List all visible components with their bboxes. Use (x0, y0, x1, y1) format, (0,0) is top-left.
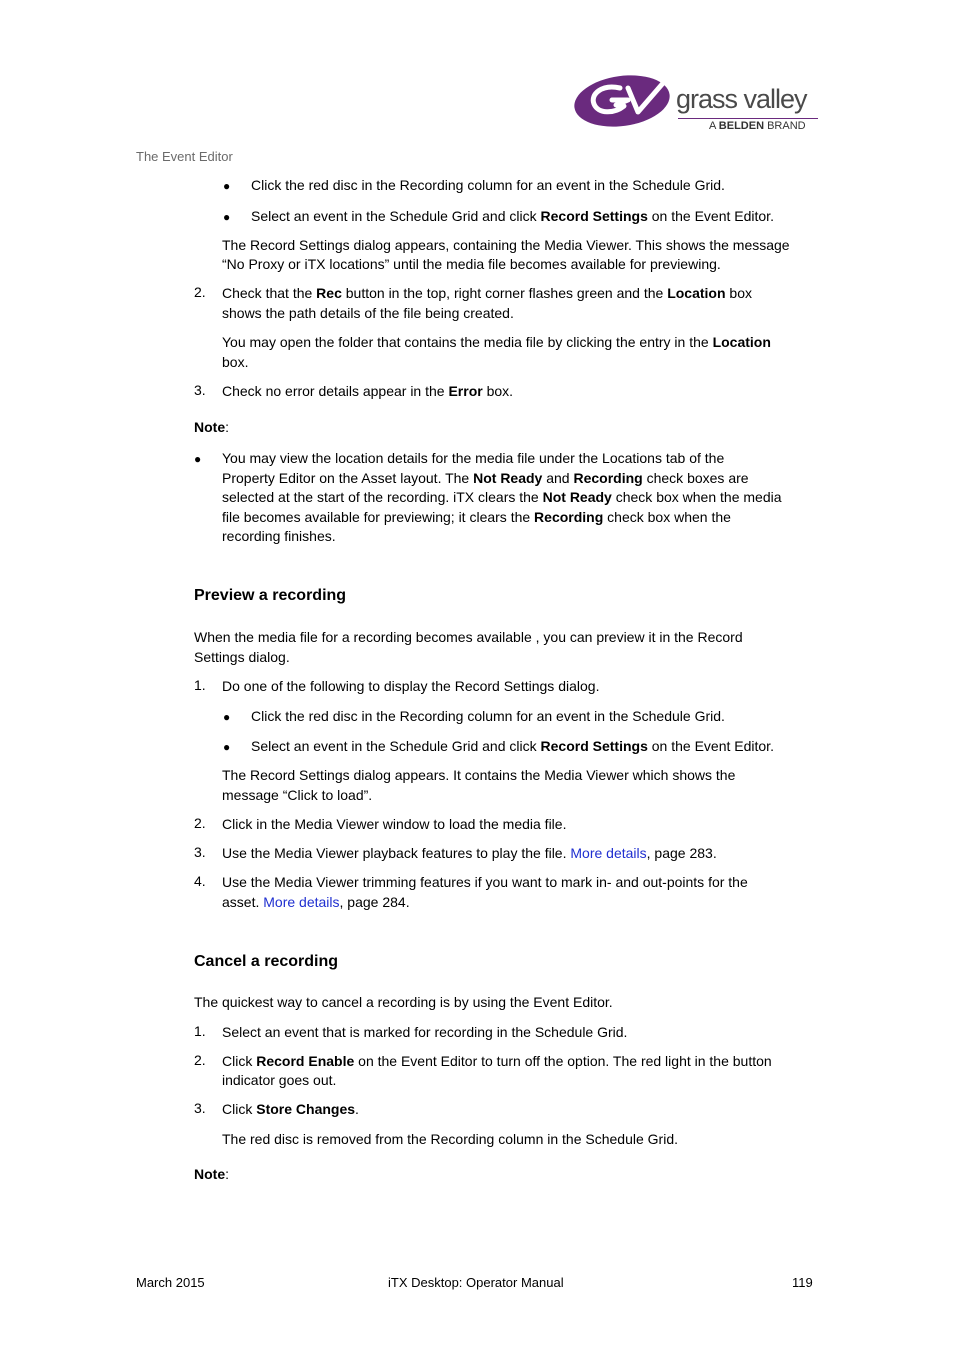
note-text: file becomes available for previewing; it clears the Recording check box when the (222, 509, 731, 525)
brand-divider (678, 118, 818, 119)
note-label: Note: (194, 419, 230, 435)
bullet-marker: ● (223, 179, 231, 193)
step-number: 2. (194, 1052, 206, 1068)
paragraph: “No Proxy or iTX locations” until the media file becomes available for previewing. (222, 256, 721, 272)
step-number: 4. (194, 873, 206, 889)
footer-date: March 2015 (136, 1275, 205, 1290)
step-text: shows the path details of the file being created. (222, 305, 514, 321)
note-text: You may view the location details for the media file under the Locations tab of the (222, 450, 725, 466)
section-heading: Cancel a recording (194, 953, 339, 970)
list-item: Click the red disc in the Recording column for an event in the Schedule Grid. (251, 708, 725, 724)
step-text: Check that the Rec button in the top, right corner flashes green and the Location box (222, 285, 752, 301)
list-item: Click the red disc in the Recording column for an event in the Schedule Grid. (251, 177, 725, 193)
bullet-marker: ● (223, 710, 231, 724)
gv-logo-mark-icon (572, 72, 682, 132)
list-item: Select an event in the Schedule Grid and click Record Settings on the Event Editor. (251, 738, 774, 754)
step-text: Select an event that is marked for recording in the Schedule Grid. (222, 1024, 628, 1040)
paragraph: The Record Settings dialog appears, containing the Media Viewer. This shows the message (222, 237, 790, 253)
section-heading: Preview a recording (194, 587, 347, 604)
footer-page-number: 119 (792, 1275, 813, 1290)
paragraph: The quickest way to cancel a recording is by using the Event Editor. (194, 994, 613, 1010)
paragraph: You may open the folder that contains the media file by clicking the entry in the Location (222, 334, 771, 350)
paragraph: The Record Settings dialog appears. It contains the Media Viewer which shows the (222, 767, 736, 783)
brand-tagline: A BELDEN BRAND (709, 120, 806, 132)
bullet-marker: ● (223, 740, 231, 754)
step-number: 3. (194, 844, 206, 860)
step-text: Use the Media Viewer trimming features if you want to mark in- and out-points for the (222, 874, 748, 890)
step-number: 3. (194, 1100, 206, 1116)
step-number: 1. (194, 1023, 206, 1039)
note-label: Note: (194, 1166, 230, 1182)
more-details-link[interactable]: More details (263, 894, 340, 910)
step-text: Click in the Media Viewer window to load the media file. (222, 816, 567, 832)
step-text: Do one of the following to display the Record Settings dialog. (222, 678, 600, 694)
list-item: Select an event in the Schedule Grid and click Record Settings on the Event Editor. (251, 208, 774, 224)
step-number: 3. (194, 382, 206, 398)
paragraph: When the media file for a recording becomes available , you can preview it in the Record (194, 629, 743, 645)
paragraph: box. (222, 354, 249, 370)
paragraph: Settings dialog. (194, 649, 290, 665)
step-text: Click Record Enable on the Event Editor to turn off the option. The red light in the button (222, 1053, 772, 1069)
running-title: The Event Editor (136, 149, 233, 164)
paragraph: The red disc is removed from the Recording column in the Schedule Grid. (222, 1131, 678, 1147)
step-number: 2. (194, 284, 206, 300)
paragraph: message “Click to load”. (222, 787, 373, 803)
step-text: Click Store Changes. (222, 1101, 359, 1117)
note-text: selected at the start of the recording. iTX clears the Not Ready check box when the media (222, 489, 782, 505)
step-number: 1. (194, 677, 206, 693)
bullet-marker: ● (194, 452, 202, 466)
more-details-link[interactable]: More details (570, 845, 647, 861)
step-text: Use the Media Viewer playback features to play the file. More details, page 283. (222, 845, 717, 861)
brand-name: grass valley (676, 84, 807, 114)
bullet-marker: ● (223, 210, 231, 224)
footer-manual-title: iTX Desktop: Operator Manual (388, 1275, 564, 1290)
note-text: recording finishes. (222, 528, 336, 544)
note-text: Property Editor on the Asset layout. The Not Ready and Recording check boxes are (222, 470, 749, 486)
step-text: Check no error details appear in the Error box. (222, 383, 514, 399)
brand-logo (572, 70, 822, 136)
step-text: asset. More details, page 284. (222, 894, 410, 910)
step-number: 2. (194, 815, 206, 831)
step-text: indicator goes out. (222, 1072, 337, 1088)
